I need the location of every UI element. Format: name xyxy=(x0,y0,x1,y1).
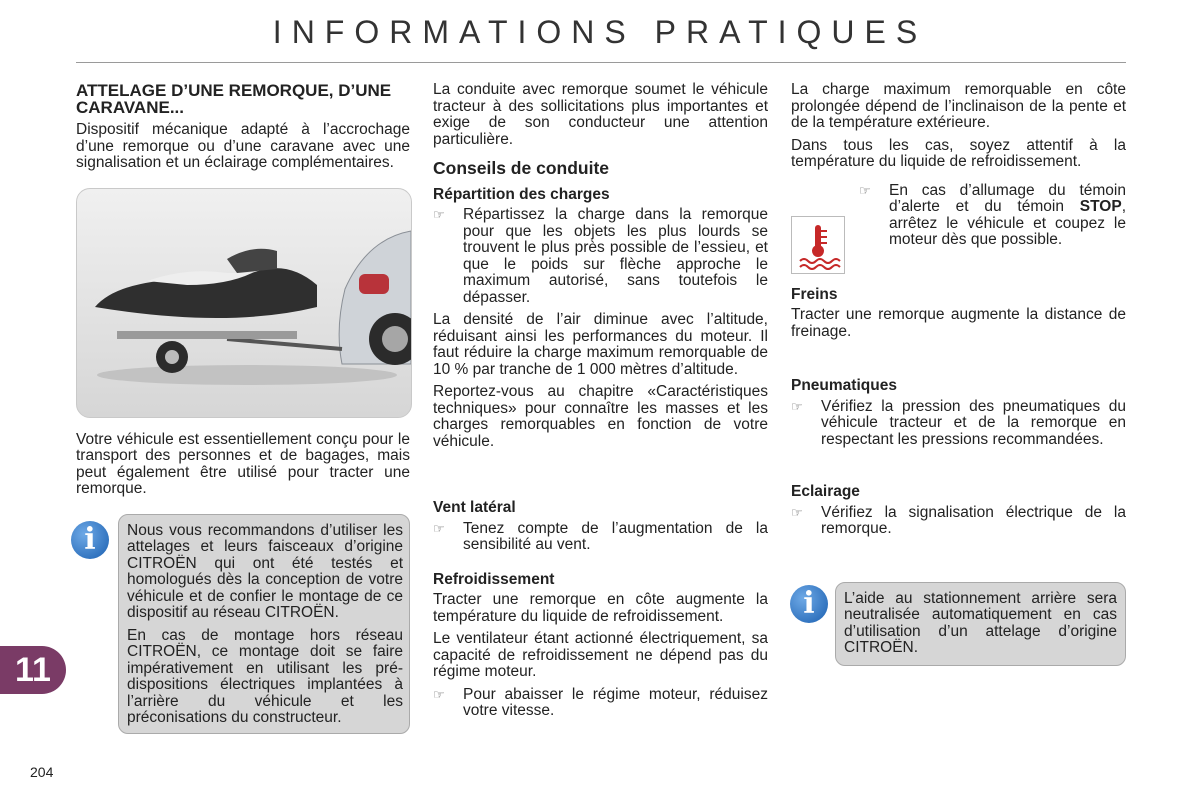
subsection-title-cooling: Refroidissement xyxy=(433,570,555,588)
altitude-paragraph: La densité de l’air diminue avec l’altitude, réduisant ainsi les performances du moteur. Il faut réduire la charge maximum remorquable de 10 % par tranche de 1 000 mètres d’altitude. xyxy=(433,311,768,378)
page-number: 204 xyxy=(30,764,54,780)
subsection-title-lighting: Eclairage xyxy=(791,483,860,500)
header-divider xyxy=(76,62,1126,63)
bullet-item: ☞ Répartissez la charge dans la remorque pour que les objets les plus lourds se trouvent le plus près possible de l’essieu, et que le poids sur flèche approche le maximum autorisé, sans toutefois le dépasser. xyxy=(433,206,768,306)
bullet-item: ☞ Tenez compte de l’augmentation de la sensibilité au vent. xyxy=(433,519,768,553)
info-paragraph-1: Nous vous recommandons d’utiliser les attelages et leurs faisceaux d’origine CITROËN qui ont été testés et homologués dès la conception de votre véhicule et de confier le montage de ce dispositif au réseau CITROËN. xyxy=(127,521,403,621)
warning-bullet-item: ☞ En cas d’allumage du témoin d’alerte et du témoin STOP, arrêtez le véhicule et coupez le moteur dès que possible. xyxy=(859,181,1126,248)
pointing-hand-icon: ☞ xyxy=(433,520,445,536)
intro-paragraph: Dispositif mécanique adapté à l’accrochage d’une remorque ou d’une caravane avec une signalisation et un éclairage complémentaires. xyxy=(76,121,410,171)
slope-paragraph: La charge maximum remorquable en côte prolongée dépend de l’inclinaison de la pente et de la température extérieure. xyxy=(791,81,1126,131)
section-heading: ATTELAGE D’UNE REMORQUE, D’UNE CARAVANE... xyxy=(76,81,392,117)
pointing-hand-icon: ☞ xyxy=(433,686,445,702)
bullet-item: ☞ Vérifiez la pression des pneumatiques du véhicule tracteur et de la remorque en respectant les pressions recommandées. xyxy=(791,397,1126,448)
page-title: INFORMATIONS PRATIQUES xyxy=(272,14,928,50)
trailer-illustration xyxy=(76,188,412,418)
bullet-item: ☞ Pour abaisser le régime moteur, réduisez votre vitesse. xyxy=(433,685,768,719)
brakes-paragraph: Tracter une remorque augmente la distance de freinage. xyxy=(791,306,1126,340)
info-icon: i xyxy=(71,521,109,559)
pointing-hand-icon: ☞ xyxy=(433,207,445,222)
intro-paragraph: La conduite avec remorque soumet le véhicule tracteur à des sollicitations plus importantes et exige de son conducteur une attention particulière. xyxy=(433,81,768,148)
info-icon: i xyxy=(790,585,828,623)
subsection-title-brakes: Freins xyxy=(791,285,838,303)
coolant-temperature-icon xyxy=(791,216,845,274)
subsection-title-wind: Vent latéral xyxy=(433,499,516,516)
temperature-paragraph: Dans tous les cas, soyez attentif à la température du liquide de refroidissement. xyxy=(791,136,1126,170)
cooling-paragraph-1: Tracter une remorque en côte augmente la température du liquide de refroidissement. xyxy=(433,591,768,625)
pointing-hand-icon: ☞ xyxy=(791,398,803,414)
stop-label: STOP xyxy=(1079,198,1122,215)
bullet-item: ☞ Vérifiez la signalisation électrique de la remorque. xyxy=(791,503,1126,537)
subsection-title-charges: Répartition des charges xyxy=(433,185,610,203)
pointing-hand-icon: ☞ xyxy=(859,182,871,198)
column-2 xyxy=(433,82,768,726)
pointing-hand-icon: ☞ xyxy=(791,504,803,520)
recommendation-info-box xyxy=(84,514,410,734)
info-paragraph-2: En cas de montage hors réseau CITROËN, ce montage doit se faire impérativement en utilisant les pré-dispositions électriques implantées à l’arrière du véhicule et les préconisations du constructeur. xyxy=(127,626,403,726)
chapter-tab: 11 xyxy=(0,646,66,694)
subsection-title-tires: Pneumatiques xyxy=(791,377,897,394)
parking-info-text: L’aide au stationnement arrière sera neutralisée automatiquement en cas d’utilisation d’un attelage d’origine CITROËN. xyxy=(844,589,1117,656)
reference-paragraph: Reportez-vous au chapitre «Caractéristiques techniques» pour connaître les masses et les charges remorquables en fonction de votre véhicule. xyxy=(433,383,768,450)
cooling-paragraph-2: Le ventilateur étant actionné électriquement, sa capacité de refroidissement ne dépend pas du régime moteur. xyxy=(433,630,768,680)
usage-paragraph: Votre véhicule est essentiellement conçu pour le transport des personnes et de bagages, mais peut également être utilisé pour tracter une remorque. xyxy=(76,430,410,497)
section-title: Conseils de conduite xyxy=(433,158,609,178)
parking-info-box xyxy=(803,582,1126,666)
column-3 xyxy=(791,82,1126,666)
column-1 xyxy=(76,82,410,734)
